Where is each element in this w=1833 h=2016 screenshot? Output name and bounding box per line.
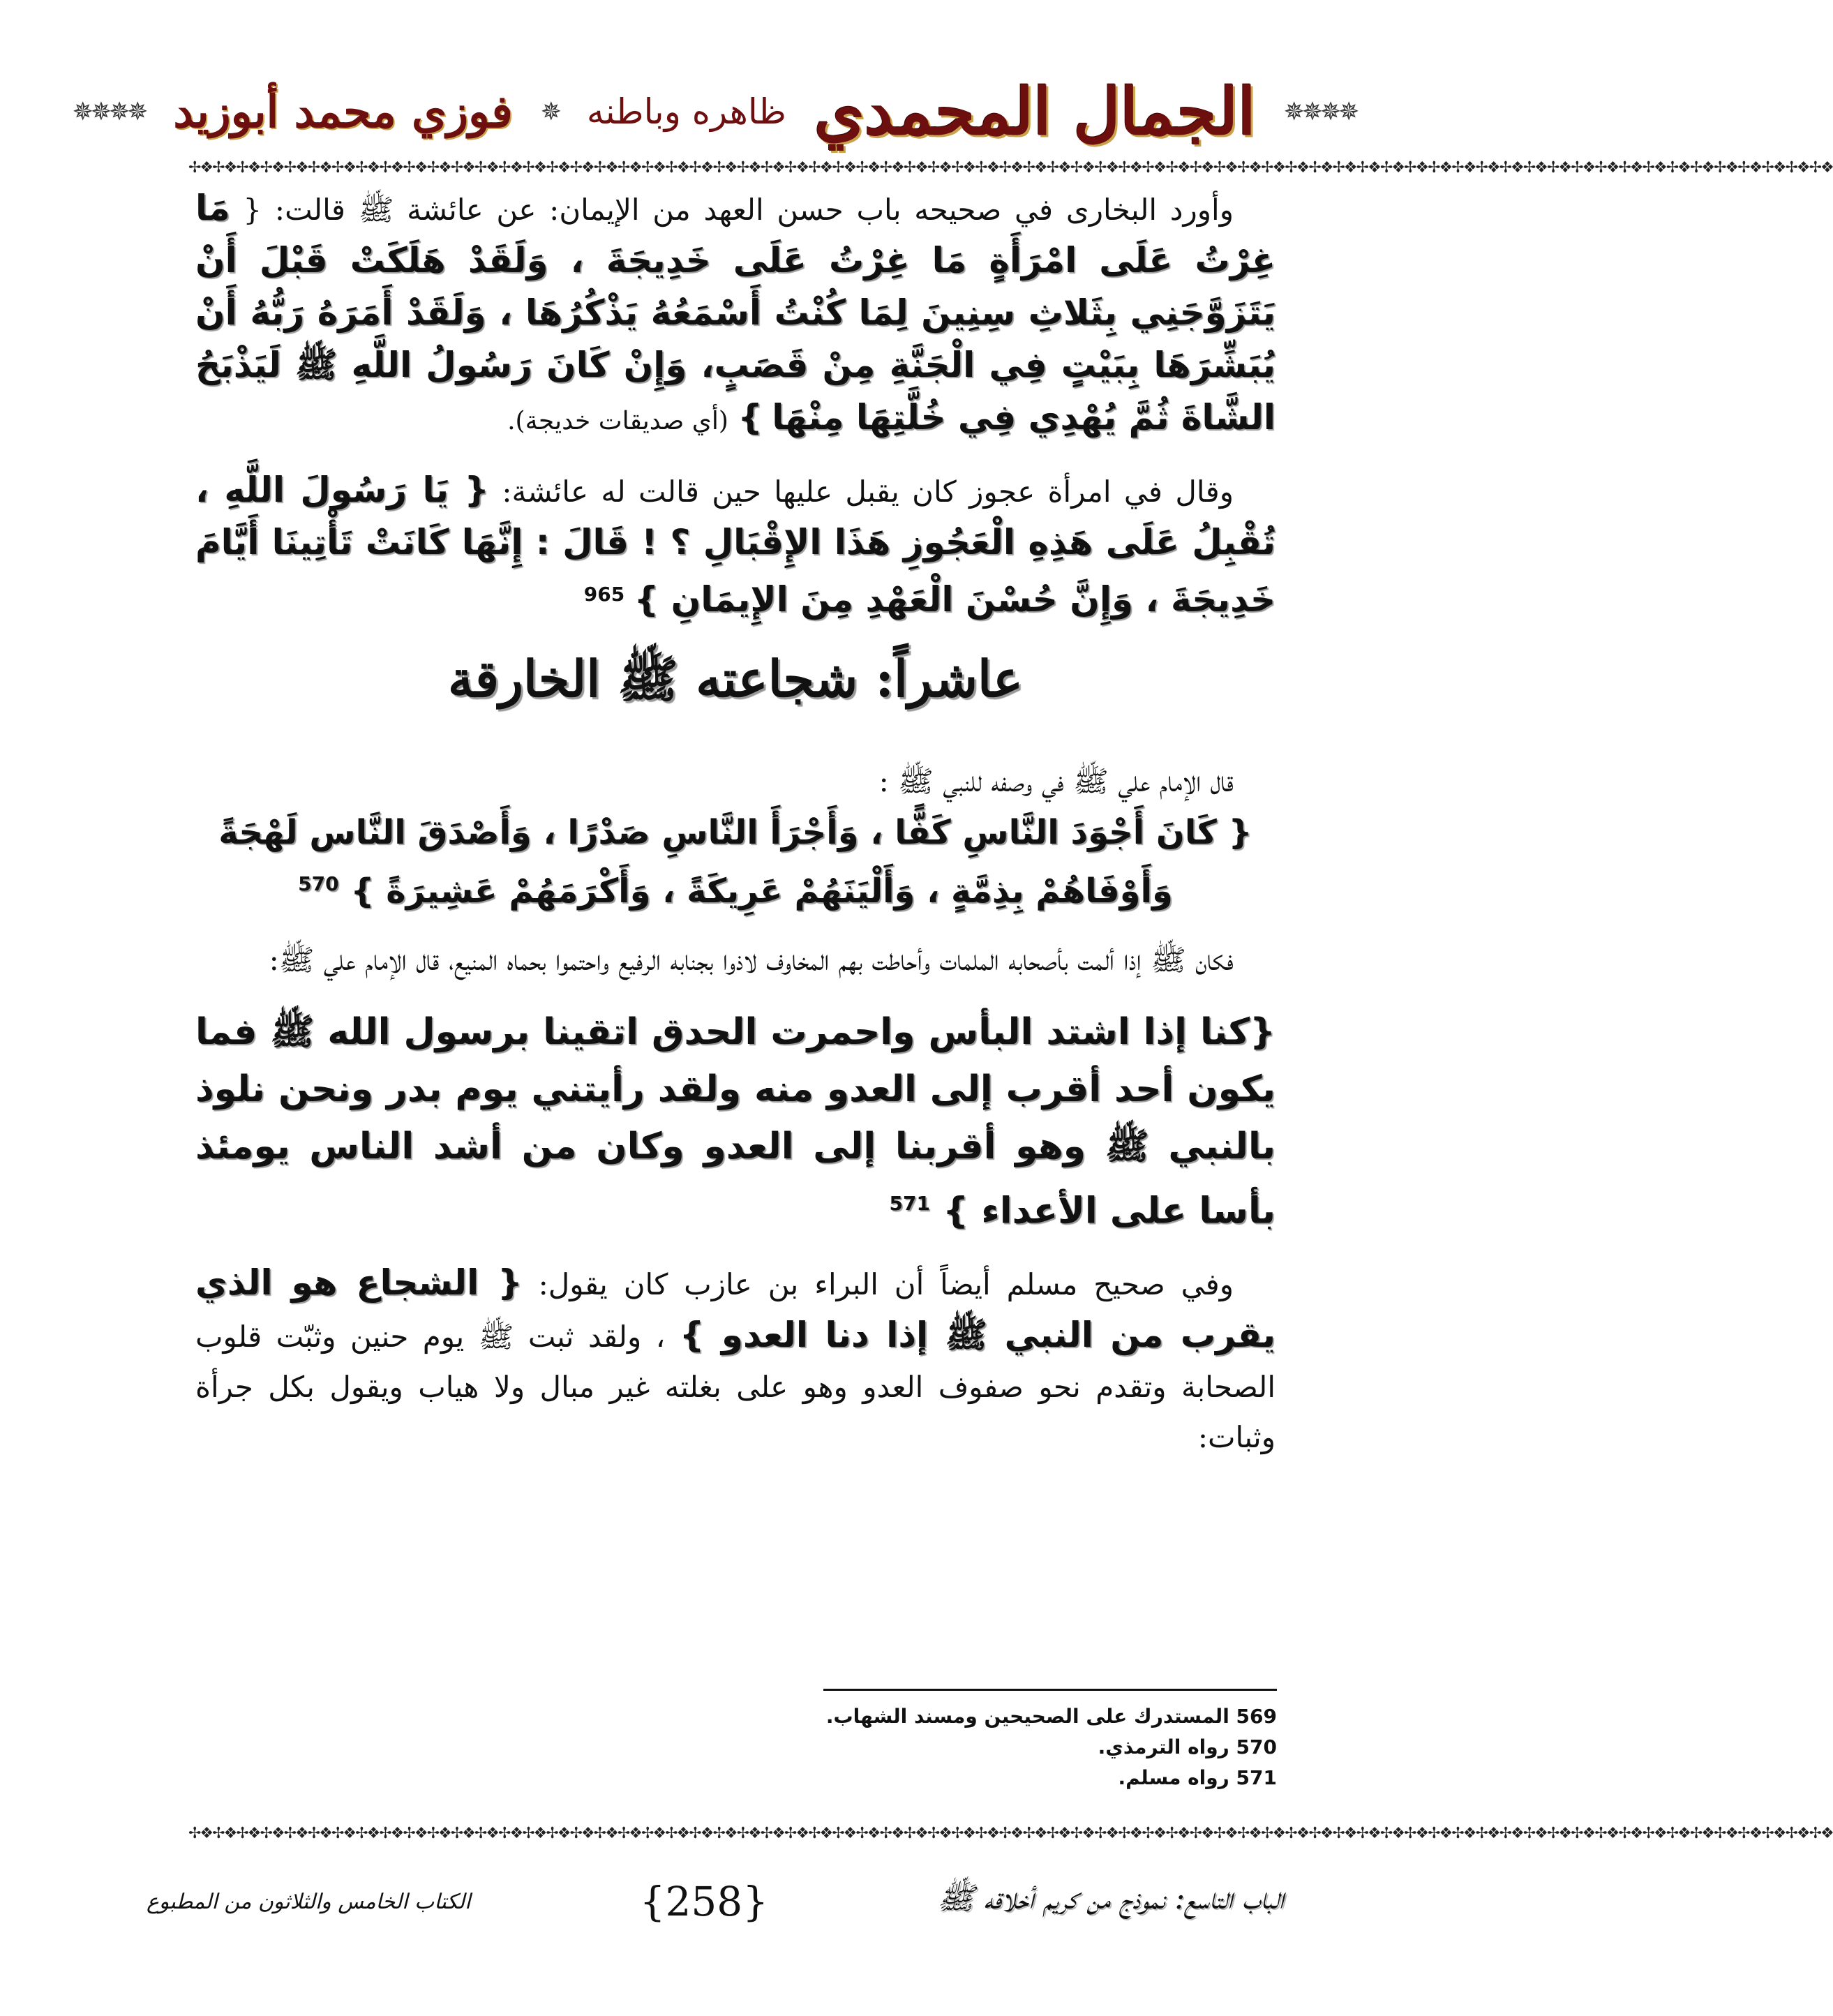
paragraph-1-intro: وأورد البخارى في صحيحه باب حسن العهد من الإيمان: عن عائشة ﷺ قالت: {	[243, 193, 1234, 227]
hadith-quote-5: { الشجاع هو الذي يقرب من النبي ﷺ إذا دنا العدو }	[195, 1262, 1275, 1356]
header-border: ✢❖✢❖✢❖✢❖✢❖✢❖✢❖✢❖✢❖✢❖✢❖✢❖✢❖✢❖✢❖✢❖✢❖✢❖✢❖✢❖✢❖✢❖✢❖✢❖✢❖✢❖✢❖✢❖✢❖✢❖✢❖✢❖✢❖✢❖✢❖✢❖✢❖✢❖✢❖✢❖✢❖✢❖✢❖✢❖✢❖✢❖✢❖✢❖✢❖✢❖✢❖✢❖✢❖✢❖✢❖✢❖✢❖✢❖✢❖✢❖✢❖✢❖✢❖✢❖✢❖✢❖✢❖✢❖✢❖	[188, 159, 1833, 177]
footnote-ref-571: 571	[889, 1192, 930, 1215]
hadith-quote-4-text: {كنا إذا اشتد البأس واحمرت الحدق اتقينا برسول الله ﷺ فما يكون أحد أقرب إلى العدو منه ولقد رأيتني يوم بدر ونحن نلوذ بالنبي ﷺ وهو أقربنا إلى العدو وكان من أشد الناس يومئذ بأسا على الأعداء }	[195, 1011, 1275, 1232]
hadith-quote-4	[195, 1003, 1275, 1239]
footnote-569: 569 المستدرك على الصحيحين ومسند الشهاب.	[825, 1705, 1277, 1728]
paragraph-2-intro: وقال في امرأة عجوز كان يقبل عليها حين قالت له عائشة:	[502, 475, 1234, 509]
paragraph-2	[195, 465, 1275, 627]
hadith-quote-3	[195, 807, 1275, 917]
footnote-separator	[823, 1689, 1277, 1691]
paragraph-4: فكان ﷺ إذا ألمت بأصحابه الملمات وأحاطت بهم المخاوف لاذوا بجنابه الرفيع واحتموا بحماه المنيع، قال الإمام علي ﷺ:	[269, 943, 1234, 977]
paragraph-6	[195, 1257, 1275, 1463]
footnote-ref-570: 570	[298, 872, 339, 895]
paragraph-3: قال الإمام علي ﷺ في وصفه للنبي ﷺ :	[878, 764, 1234, 798]
hadith-quote-2: { يَا رَسُولَ اللَّهِ ، تُقْبِلُ عَلَى هَذِهِ الْعَجُوزِ هَذَا الإِقْبَالِ ؟ ! قَالَ : إِنَّهَا كَانَتْ تَأْتِينَا أَيَّامَ خَدِيجَةَ ، وَإِنَّ حُسْنَ الْعَهْدِ مِنَ الإِيمَانِ }	[195, 470, 1275, 620]
paragraph-6-intro: وفي صحيح مسلم أيضاً أن البراء بن عازب كان يقول:	[538, 1267, 1234, 1302]
ornament-left: ✵✵✵✵	[72, 97, 146, 126]
chapter-title: الباب التاسع: نموذج من كريم أخلاقه ﷺ	[937, 1881, 1284, 1916]
author-name: فوزي محمد أبوزيد	[173, 85, 513, 138]
hadith-quote-1: مَا غِرْتُ عَلَى امْرَأَةٍ مَا غِرْتُ عَلَى خَدِيجَةَ ، وَلَقَدْ هَلَكَتْ قَبْلَ أَنْ يَتَزَوَّجَنِي بِثَلاثِ سِنِينَ لِمَا كُنْتُ أَسْمَعُهُ يَذْكُرُهَا ، وَلَقَدْ أَمَرَهُ رَبُّهُ أَنْ يُبَشِّرَهَا بِبَيْتٍ فِي الْجَنَّةِ مِنْ قَصَبٍ، وَإِنْ كَانَ رَسُولُ اللَّهِ ﷺ لَيَذْبَحُ الشَّاةَ ثُمَّ يُهْدِي فِي خُلَّتِهَا مِنْهَا	[195, 188, 1275, 438]
reference-965: 965	[583, 583, 625, 606]
footnotes	[823, 1701, 1277, 1793]
book-part: الكتاب الخامس والثلاثون من المطبوع	[147, 1889, 471, 1914]
page-footer	[147, 1870, 1284, 1933]
footer-border: ✢❖✢❖✢❖✢❖✢❖✢❖✢❖✢❖✢❖✢❖✢❖✢❖✢❖✢❖✢❖✢❖✢❖✢❖✢❖✢❖✢❖✢❖✢❖✢❖✢❖✢❖✢❖✢❖✢❖✢❖✢❖✢❖✢❖✢❖✢❖✢❖✢❖✢❖✢❖✢❖✢❖✢❖✢❖✢❖✢❖✢❖✢❖✢❖✢❖✢❖✢❖✢❖✢❖✢❖✢❖✢❖✢❖✢❖✢❖✢❖✢❖✢❖✢❖✢❖✢❖✢❖✢❖✢❖✢❖	[188, 1825, 1833, 1842]
ornament-mid: ✵	[540, 97, 559, 126]
footnote-571: 571 رواه مسلم.	[1118, 1766, 1277, 1789]
paragraph-1	[195, 183, 1275, 447]
hadith-quote-3-text: { كَانَ أَجْوَدَ النَّاسِ كَفًّا ، وَأَجْرَأَ النَّاسِ صَدْرًا ، وَأَصْدَقَ النَّاس لَهْجَةً وَأَوْفَاهُمْ بِذِمَّةٍ ، وَأَلْيَنَهُمْ عَرِيكَةً ، وَأَكْرَمَهُمْ عَشِيرَةً }	[218, 813, 1252, 911]
footnote-570: 570 رواه الترمذي.	[1098, 1735, 1277, 1759]
paragraph-6-rest: ، ولقد ثبت ﷺ يوم حنين وثبّت قلوب الصحابة وتقدم نحو صفوف العدو وهو على بغلته غير مبال ولا هياب ويقول بكل جرأة وثبات:	[195, 1320, 1275, 1455]
page-number: {258}	[639, 1878, 769, 1925]
page-header	[0, 63, 1429, 160]
book-title: الجمال المحمدي	[814, 74, 1256, 149]
page-body	[195, 183, 1275, 1463]
ornament-right: ✵✵✵✵	[1283, 97, 1357, 126]
paragraph-1-note: (أي صديقات خديجة).	[507, 407, 728, 435]
section-heading: عاشراً: شجاعته ﷺ الخارقة	[448, 649, 1023, 708]
book-subtitle: ظاهره وباطنه	[586, 91, 786, 132]
quote-close-1: }	[738, 397, 763, 438]
